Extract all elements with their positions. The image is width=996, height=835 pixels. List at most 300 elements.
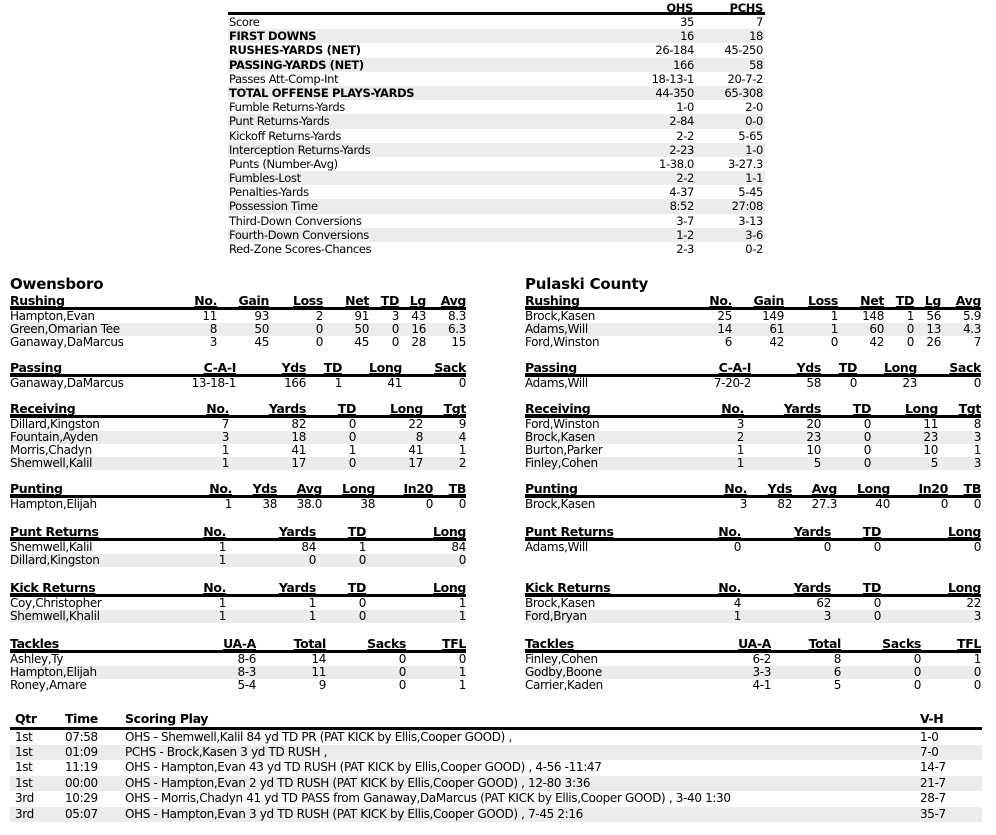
player-name: Brock,Kasen xyxy=(525,497,596,511)
stat-value: 6 xyxy=(771,666,841,679)
column-header: TD xyxy=(316,581,366,596)
stat-value: 0 xyxy=(733,540,741,554)
punt-returns-section xyxy=(525,525,981,554)
stat-label: Penalties-Yards xyxy=(229,185,309,200)
player-name: Carrier,Kaden xyxy=(525,678,603,692)
section-title: Kick Returns xyxy=(10,581,166,596)
column-header: Total xyxy=(771,637,841,652)
pchs-value: 1-1 xyxy=(745,171,763,186)
stat-value: 0 xyxy=(391,335,399,349)
scoring-play: PCHS - Brock,Kasen 3 yd TD RUSH , xyxy=(114,745,920,761)
column-header: Long xyxy=(871,402,938,417)
stat-value: 1 xyxy=(366,610,466,623)
column-header: No. xyxy=(166,581,226,596)
kick-returns-section xyxy=(525,581,981,623)
totals-row xyxy=(228,114,765,128)
player-name: Green,Omarian Tee xyxy=(10,323,165,336)
stat-value: 45 xyxy=(254,335,269,349)
player-row xyxy=(525,679,981,692)
header-qtr: Qtr xyxy=(10,711,54,728)
stat-value: 1 xyxy=(676,457,744,470)
stat-value: 2 xyxy=(315,309,323,323)
stat-value: 8 xyxy=(833,652,841,666)
header-row xyxy=(525,294,981,309)
stat-value: 23 xyxy=(902,376,917,390)
totals-row xyxy=(228,157,765,171)
player-row xyxy=(525,610,981,623)
player-name: Brock,Kasen xyxy=(525,596,596,610)
player-name: Hampton,Elijah xyxy=(10,497,97,511)
player-row xyxy=(10,652,466,667)
stat-value: 5 xyxy=(833,678,841,692)
totals-row xyxy=(228,100,765,114)
header-row xyxy=(525,581,981,596)
stat-value: 2 xyxy=(676,431,744,444)
stat-value: 0 xyxy=(358,596,366,610)
stat-value: 0 xyxy=(315,335,323,349)
stat-value: 11 xyxy=(202,309,217,323)
totals-row xyxy=(228,15,765,29)
section-title: Punt Returns xyxy=(525,525,681,540)
team-totals-header xyxy=(228,0,765,15)
ohs-value: 2-23 xyxy=(669,142,694,157)
header-time: Time xyxy=(54,711,114,728)
stat-value: 1 xyxy=(308,596,316,610)
column-header: Net xyxy=(838,294,884,309)
stat-value: 45 xyxy=(354,335,369,349)
player-name: Ford,Bryan xyxy=(525,610,681,623)
stat-value: 8 xyxy=(356,431,423,444)
player-name: Adams,Will xyxy=(525,540,588,554)
scoring-play: OHS - Shemwell,Kalil 84 yd TD PR (PAT KICK by Ellis,Cooper GOOD) , xyxy=(125,729,512,744)
stat-value: 4-1 xyxy=(752,678,771,692)
stat-value: 0 xyxy=(398,678,406,692)
column-header: In20 xyxy=(890,482,948,497)
pchs-value: 58 xyxy=(749,57,763,72)
player-name: Morris,Chadyn xyxy=(10,443,92,457)
stat-value: 91 xyxy=(354,309,369,323)
scoring-row xyxy=(10,728,982,745)
stat-value: 5.9 xyxy=(962,309,981,323)
team-name: Owensboro xyxy=(10,275,104,293)
stat-value: 0 xyxy=(226,554,316,567)
stat-value: 0 xyxy=(863,443,871,457)
stat-value: 1 xyxy=(166,610,226,623)
rushing-table xyxy=(525,294,981,349)
stat-value: 0 xyxy=(973,376,981,390)
stat-value: 41 xyxy=(408,443,423,457)
column-header: No. xyxy=(165,294,217,309)
stat-value: 4 xyxy=(733,596,741,610)
pchs-value: 1-0 xyxy=(745,142,763,157)
player-row xyxy=(525,336,981,349)
receiving-section xyxy=(10,402,466,470)
stat-value: 38.0 xyxy=(296,497,322,511)
stat-value: 0 xyxy=(831,610,881,623)
player-name: Shemwell,Kalil xyxy=(10,540,93,554)
column-header: Sacks xyxy=(841,637,921,652)
scoring-row xyxy=(10,776,982,792)
stat-value: 56 xyxy=(926,309,941,323)
player-row xyxy=(525,540,981,555)
header-scoring-play: Scoring Play xyxy=(114,711,920,728)
stat-value: 17 xyxy=(356,457,423,470)
ohs-value: 35 xyxy=(680,15,694,29)
player-row xyxy=(10,596,466,611)
score-vh: 14-7 xyxy=(920,760,946,775)
stat-value: 1 xyxy=(458,443,466,457)
quarter: 3rd xyxy=(15,791,34,806)
header-row xyxy=(525,361,981,376)
stat-value: 0 xyxy=(863,417,871,431)
punting-table xyxy=(10,482,466,511)
column-header: Yards xyxy=(744,402,821,417)
team-owensboro xyxy=(10,275,466,692)
ohs-value: 8:52 xyxy=(669,199,694,214)
section-title: Passing xyxy=(525,361,689,376)
stat-value: 60 xyxy=(838,323,884,336)
stat-value: 42 xyxy=(869,335,884,349)
stat-value: 0 xyxy=(906,335,914,349)
column-header: Lg xyxy=(399,294,426,309)
stat-value: 8 xyxy=(165,323,217,336)
header-row xyxy=(10,637,466,652)
column-header: C-A-I xyxy=(174,361,236,376)
column-header: Net xyxy=(323,294,369,309)
stat-value: 0 xyxy=(841,666,921,679)
column-header: UA-A xyxy=(180,637,256,652)
column-header: TFL xyxy=(921,637,981,652)
stat-value: 3 xyxy=(739,497,747,511)
stat-value: 2 xyxy=(423,457,466,470)
pchs-value: 27:08 xyxy=(731,199,763,214)
totals-row xyxy=(228,185,765,199)
column-header: Yards xyxy=(229,402,306,417)
column-header: Long xyxy=(837,482,890,497)
pchs-value: 7 xyxy=(756,15,763,29)
stat-value: 0 xyxy=(973,678,981,692)
quarter: 3rd xyxy=(10,807,54,823)
section-title: Kick Returns xyxy=(525,581,681,596)
stat-value: 22 xyxy=(966,596,981,610)
scoring-row xyxy=(10,760,982,776)
ohs-value: 2-84 xyxy=(669,114,694,129)
stat-value: 1 xyxy=(406,666,466,679)
stat-value: 0 xyxy=(326,666,406,679)
stat-value: 0 xyxy=(306,457,356,470)
ohs-value: 1-0 xyxy=(676,100,694,115)
player-row xyxy=(10,376,466,391)
totals-row xyxy=(228,43,765,57)
column-header: Yds xyxy=(236,361,306,376)
column-header: In20 xyxy=(375,482,433,497)
receiving-table xyxy=(10,402,466,470)
ohs-value: 2-2 xyxy=(676,128,694,143)
score-vh: 7-0 xyxy=(920,745,982,761)
stat-label: Punt Returns-Yards xyxy=(229,114,330,129)
stat-label: PASSING-YARDS (NET) xyxy=(229,57,364,72)
player-row xyxy=(10,497,466,512)
section-title: Tackles xyxy=(10,637,180,652)
stat-value: 0 xyxy=(306,431,356,444)
column-header: Yards xyxy=(226,581,316,596)
stat-value: 1 xyxy=(161,457,229,470)
stat-value: 17 xyxy=(229,457,306,470)
column-header: Sack xyxy=(917,361,981,376)
punt-returns-table xyxy=(525,525,981,554)
totals-row xyxy=(228,214,765,228)
team-pulaski-county xyxy=(525,275,981,692)
stat-value: 0 xyxy=(269,323,323,336)
column-header: No. xyxy=(676,402,744,417)
scoring-rows xyxy=(10,728,982,822)
player-name: Finley,Cohen xyxy=(525,652,598,666)
section-title: Punting xyxy=(525,482,717,497)
stat-value: 0 xyxy=(316,554,366,567)
column-header: Tgt xyxy=(938,402,981,417)
player-name: Hampton,Elijah xyxy=(10,666,180,679)
totals-row xyxy=(228,143,765,157)
stat-value: 22 xyxy=(408,417,423,431)
time: 07:58 xyxy=(65,729,98,744)
time: 11:19 xyxy=(65,760,98,775)
stat-value: 1 xyxy=(736,443,744,457)
tackles-section xyxy=(525,637,981,692)
totals-row xyxy=(228,171,765,185)
tackles-table xyxy=(525,637,981,692)
stat-value: 6-2 xyxy=(752,652,771,666)
stat-value: 8 xyxy=(973,417,981,431)
pchs-value: 65-308 xyxy=(724,85,763,100)
stat-value: 3 xyxy=(881,610,981,623)
column-header: Yards xyxy=(226,525,316,540)
header-row xyxy=(10,581,466,596)
team-totals-rows xyxy=(228,15,765,256)
player-name: Adams,Will xyxy=(525,323,680,336)
player-name: Brock,Kasen xyxy=(525,309,596,323)
pchs-value: 5-45 xyxy=(738,185,763,200)
section-title: Receiving xyxy=(525,402,676,417)
rushing-table xyxy=(10,294,466,349)
ohs-value: 1-2 xyxy=(676,227,694,242)
stat-value: 50 xyxy=(323,323,369,336)
column-header: Long xyxy=(881,581,981,596)
stat-value: 0 xyxy=(458,652,466,666)
stat-value: 5 xyxy=(744,457,821,470)
player-name: Godby,Boone xyxy=(525,666,695,679)
stat-value: 1 xyxy=(830,309,838,323)
stat-value: 3 xyxy=(161,431,229,444)
player-name: Adams,Will xyxy=(525,376,588,390)
stat-value: 20 xyxy=(806,417,821,431)
column-header: TD xyxy=(884,294,914,309)
stat-value: 13 xyxy=(914,323,941,336)
stat-value: 84 xyxy=(301,540,316,554)
pchs-value: 5-65 xyxy=(738,128,763,143)
player-name: Shemwell,Kalil xyxy=(10,457,161,470)
stat-value: 15 xyxy=(451,335,466,349)
player-name: Roney,Amare xyxy=(10,678,87,692)
column-header: TFL xyxy=(406,637,466,652)
stat-value: 28 xyxy=(411,335,426,349)
player-row xyxy=(10,457,466,470)
stat-value: 43 xyxy=(411,309,426,323)
stat-value: 149 xyxy=(762,309,784,323)
stat-value: 16 xyxy=(399,323,426,336)
score-vh: 28-7 xyxy=(920,791,946,806)
stat-value: 1 xyxy=(348,443,356,457)
column-header: No. xyxy=(717,482,747,497)
punt-returns-table xyxy=(10,525,466,567)
stat-value: 0 xyxy=(873,540,881,554)
player-row xyxy=(10,336,466,349)
stat-value: 0 xyxy=(348,417,356,431)
stat-value: 0 xyxy=(884,323,914,336)
team-name: Pulaski County xyxy=(525,275,649,293)
column-header: TD xyxy=(831,525,881,540)
column-header: Long xyxy=(881,525,981,540)
stat-value: 1 xyxy=(166,554,226,567)
stat-value: 40 xyxy=(875,497,890,511)
column-header: Sacks xyxy=(326,637,406,652)
kick-returns-section xyxy=(10,581,466,623)
column-header: UA-A xyxy=(695,637,771,652)
punting-section xyxy=(525,482,981,511)
stat-value: 4.3 xyxy=(941,323,981,336)
stat-value: 1 xyxy=(224,497,232,511)
scoring-play: OHS - Hampton,Evan 43 yd TD RUSH (PAT KICK by Ellis,Cooper GOOD) , 4-56 -11:47 xyxy=(125,760,602,775)
column-header: No. xyxy=(161,402,229,417)
stat-value: 0 xyxy=(458,376,466,390)
column-header: Long xyxy=(857,361,917,376)
section-title: Punt Returns xyxy=(10,525,166,540)
ohs-value: 1-38.0 xyxy=(659,156,694,171)
header-row xyxy=(525,482,981,497)
stat-value: 13-18-1 xyxy=(191,376,236,390)
header-row xyxy=(525,525,981,540)
stat-value: 61 xyxy=(732,323,784,336)
pchs-value: 3-6 xyxy=(745,227,763,242)
stat-value: 0 xyxy=(913,652,921,666)
stat-value: 3 xyxy=(938,431,981,444)
column-header: Long xyxy=(366,581,466,596)
stat-value: 27.3 xyxy=(811,497,837,511)
stat-label: Possession Time xyxy=(229,199,318,214)
column-header-pchs: PCHS xyxy=(729,1,763,15)
score-vh: 35-7 xyxy=(920,807,982,823)
column-header: Loss xyxy=(269,294,323,309)
player-row xyxy=(525,417,981,432)
player-name: Fountain,Ayden xyxy=(10,431,161,444)
column-header: Gain xyxy=(217,294,269,309)
stat-value: 0 xyxy=(369,323,399,336)
stat-value: 84 xyxy=(451,540,466,554)
column-header: Long xyxy=(366,525,466,540)
player-row xyxy=(10,540,466,555)
stat-value: 3 xyxy=(736,417,744,431)
stat-value: 1 xyxy=(973,652,981,666)
stat-label: Fumble Returns-Yards xyxy=(229,100,345,115)
column-header: TD xyxy=(306,402,356,417)
column-header: Yards xyxy=(741,525,831,540)
receiving-table xyxy=(525,402,981,470)
header-row xyxy=(10,525,466,540)
stat-value: 8-6 xyxy=(237,652,256,666)
stat-value: 3 xyxy=(209,335,217,349)
pchs-value: 45-250 xyxy=(724,43,763,58)
ohs-value: 2-2 xyxy=(676,171,694,186)
passing-section xyxy=(525,361,981,390)
stat-value: 26 xyxy=(926,335,941,349)
stat-value: 1 xyxy=(358,540,366,554)
pchs-value: 3-13 xyxy=(738,213,763,228)
stat-value: 1 xyxy=(458,596,466,610)
stat-value: 0 xyxy=(425,497,433,511)
ohs-value: 18-13-1 xyxy=(651,71,694,86)
stat-value: 5-4 xyxy=(237,678,256,692)
column-header: Avg xyxy=(426,294,466,309)
score-vh: 21-7 xyxy=(920,776,982,792)
stat-value: 8-3 xyxy=(180,666,256,679)
stat-value: 0 xyxy=(913,678,921,692)
stat-value: 10 xyxy=(923,443,938,457)
time: 05:07 xyxy=(54,807,114,823)
stat-value: 23 xyxy=(744,431,821,444)
stat-label: Score xyxy=(229,15,260,29)
column-header: Gain xyxy=(732,294,784,309)
stat-value: 3 xyxy=(741,610,831,623)
team-totals-table xyxy=(228,0,765,256)
player-row xyxy=(525,596,981,611)
stat-value: 11 xyxy=(256,666,326,679)
column-header: Yards xyxy=(741,581,831,596)
stat-value: 0 xyxy=(821,457,871,470)
column-header: TD xyxy=(369,294,399,309)
stat-value: 9 xyxy=(318,678,326,692)
column-header: Tgt xyxy=(423,402,466,417)
totals-row xyxy=(228,29,765,43)
ohs-value: 2-3 xyxy=(676,242,694,256)
column-header: Yds xyxy=(751,361,821,376)
stat-value: 3-3 xyxy=(695,666,771,679)
stat-value: 8.3 xyxy=(447,309,466,323)
rushing-section xyxy=(525,294,981,349)
player-name: Dillard,Kingston xyxy=(10,554,166,567)
column-header: Loss xyxy=(784,294,838,309)
player-name: Burton,Parker xyxy=(525,443,603,457)
column-header: Yds xyxy=(232,482,277,497)
stat-label: Fumbles-Lost xyxy=(229,171,301,186)
header-row xyxy=(525,637,981,652)
stat-value: 1 xyxy=(973,443,981,457)
stat-value: 18 xyxy=(229,431,306,444)
column-header: TD xyxy=(821,402,871,417)
kick-returns-table xyxy=(10,581,466,623)
column-header: No. xyxy=(680,294,732,309)
column-header: TB xyxy=(433,482,466,497)
time: 01:09 xyxy=(54,745,114,761)
stat-label: Punts (Number-Avg) xyxy=(229,156,338,171)
stat-value: 0 xyxy=(823,540,831,554)
column-header: No. xyxy=(202,482,232,497)
stat-label: FIRST DOWNS xyxy=(229,29,317,44)
stat-value: 25 xyxy=(717,309,732,323)
stat-value: 5 xyxy=(871,457,938,470)
scoring-row xyxy=(10,791,982,807)
stat-value: 10 xyxy=(806,443,821,457)
stat-value: 0 xyxy=(921,666,981,679)
section-title: Passing xyxy=(10,361,174,376)
